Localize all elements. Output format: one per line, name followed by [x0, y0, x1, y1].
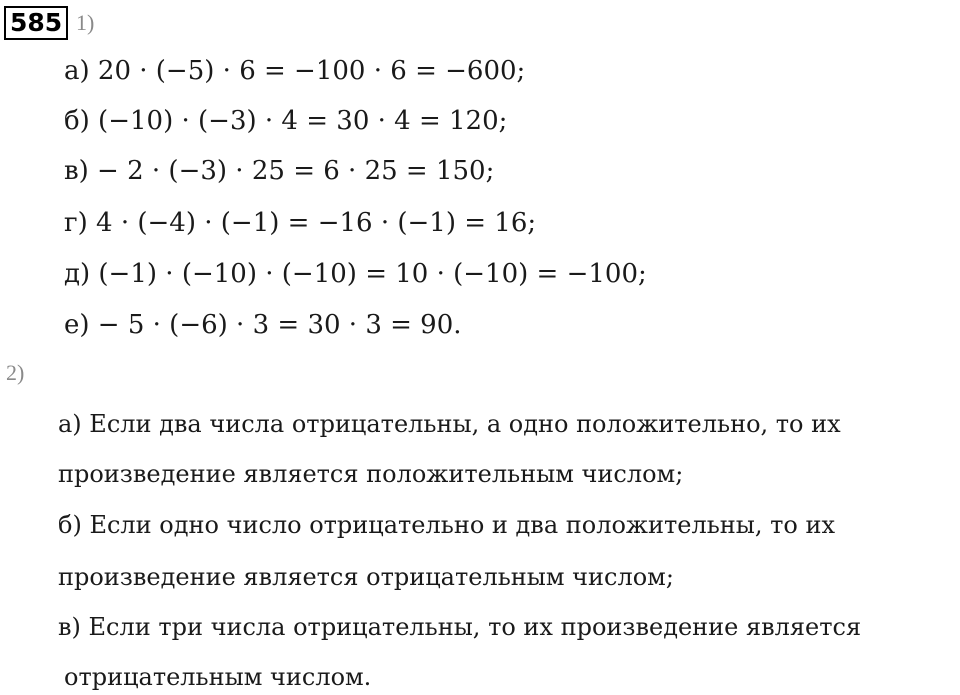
- equation-d: г) 4 · (−4) · (−1) = −16 · (−1) = 16;: [64, 208, 537, 238]
- equation-c: в) − 2 · (−3) · 25 = 6 · 25 = 150;: [64, 156, 495, 186]
- equation-b: б) (−10) · (−3) · 4 = 30 · 4 = 120;: [64, 106, 508, 136]
- part-2-label: 2): [6, 360, 25, 385]
- equation-e: д) (−1) · (−10) · (−10) = 10 · (−10) = −100;: [64, 259, 647, 289]
- answer-line-6: отрицательным числом.: [64, 663, 372, 691]
- part-1-label: 1): [76, 10, 95, 35]
- answer-line-4: произведение является отрицательным числом;: [58, 563, 674, 591]
- answer-line-2: произведение является положительным числом;: [58, 460, 684, 488]
- answer-line-3: б) Если одно число отрицательно и два положительны, то их: [58, 511, 835, 539]
- equation-a: а) 20 · (−5) · 6 = −100 · 6 = −600;: [64, 56, 526, 86]
- problem-number: 585: [4, 6, 68, 40]
- equation-f: е) − 5 · (−6) · 3 = 30 · 3 = 90.: [64, 310, 462, 340]
- answer-line-1: а) Если два числа отрицательны, а одно положительно, то их: [58, 410, 841, 438]
- answer-line-5: в) Если три числа отрицательны, то их произведение является: [58, 613, 862, 641]
